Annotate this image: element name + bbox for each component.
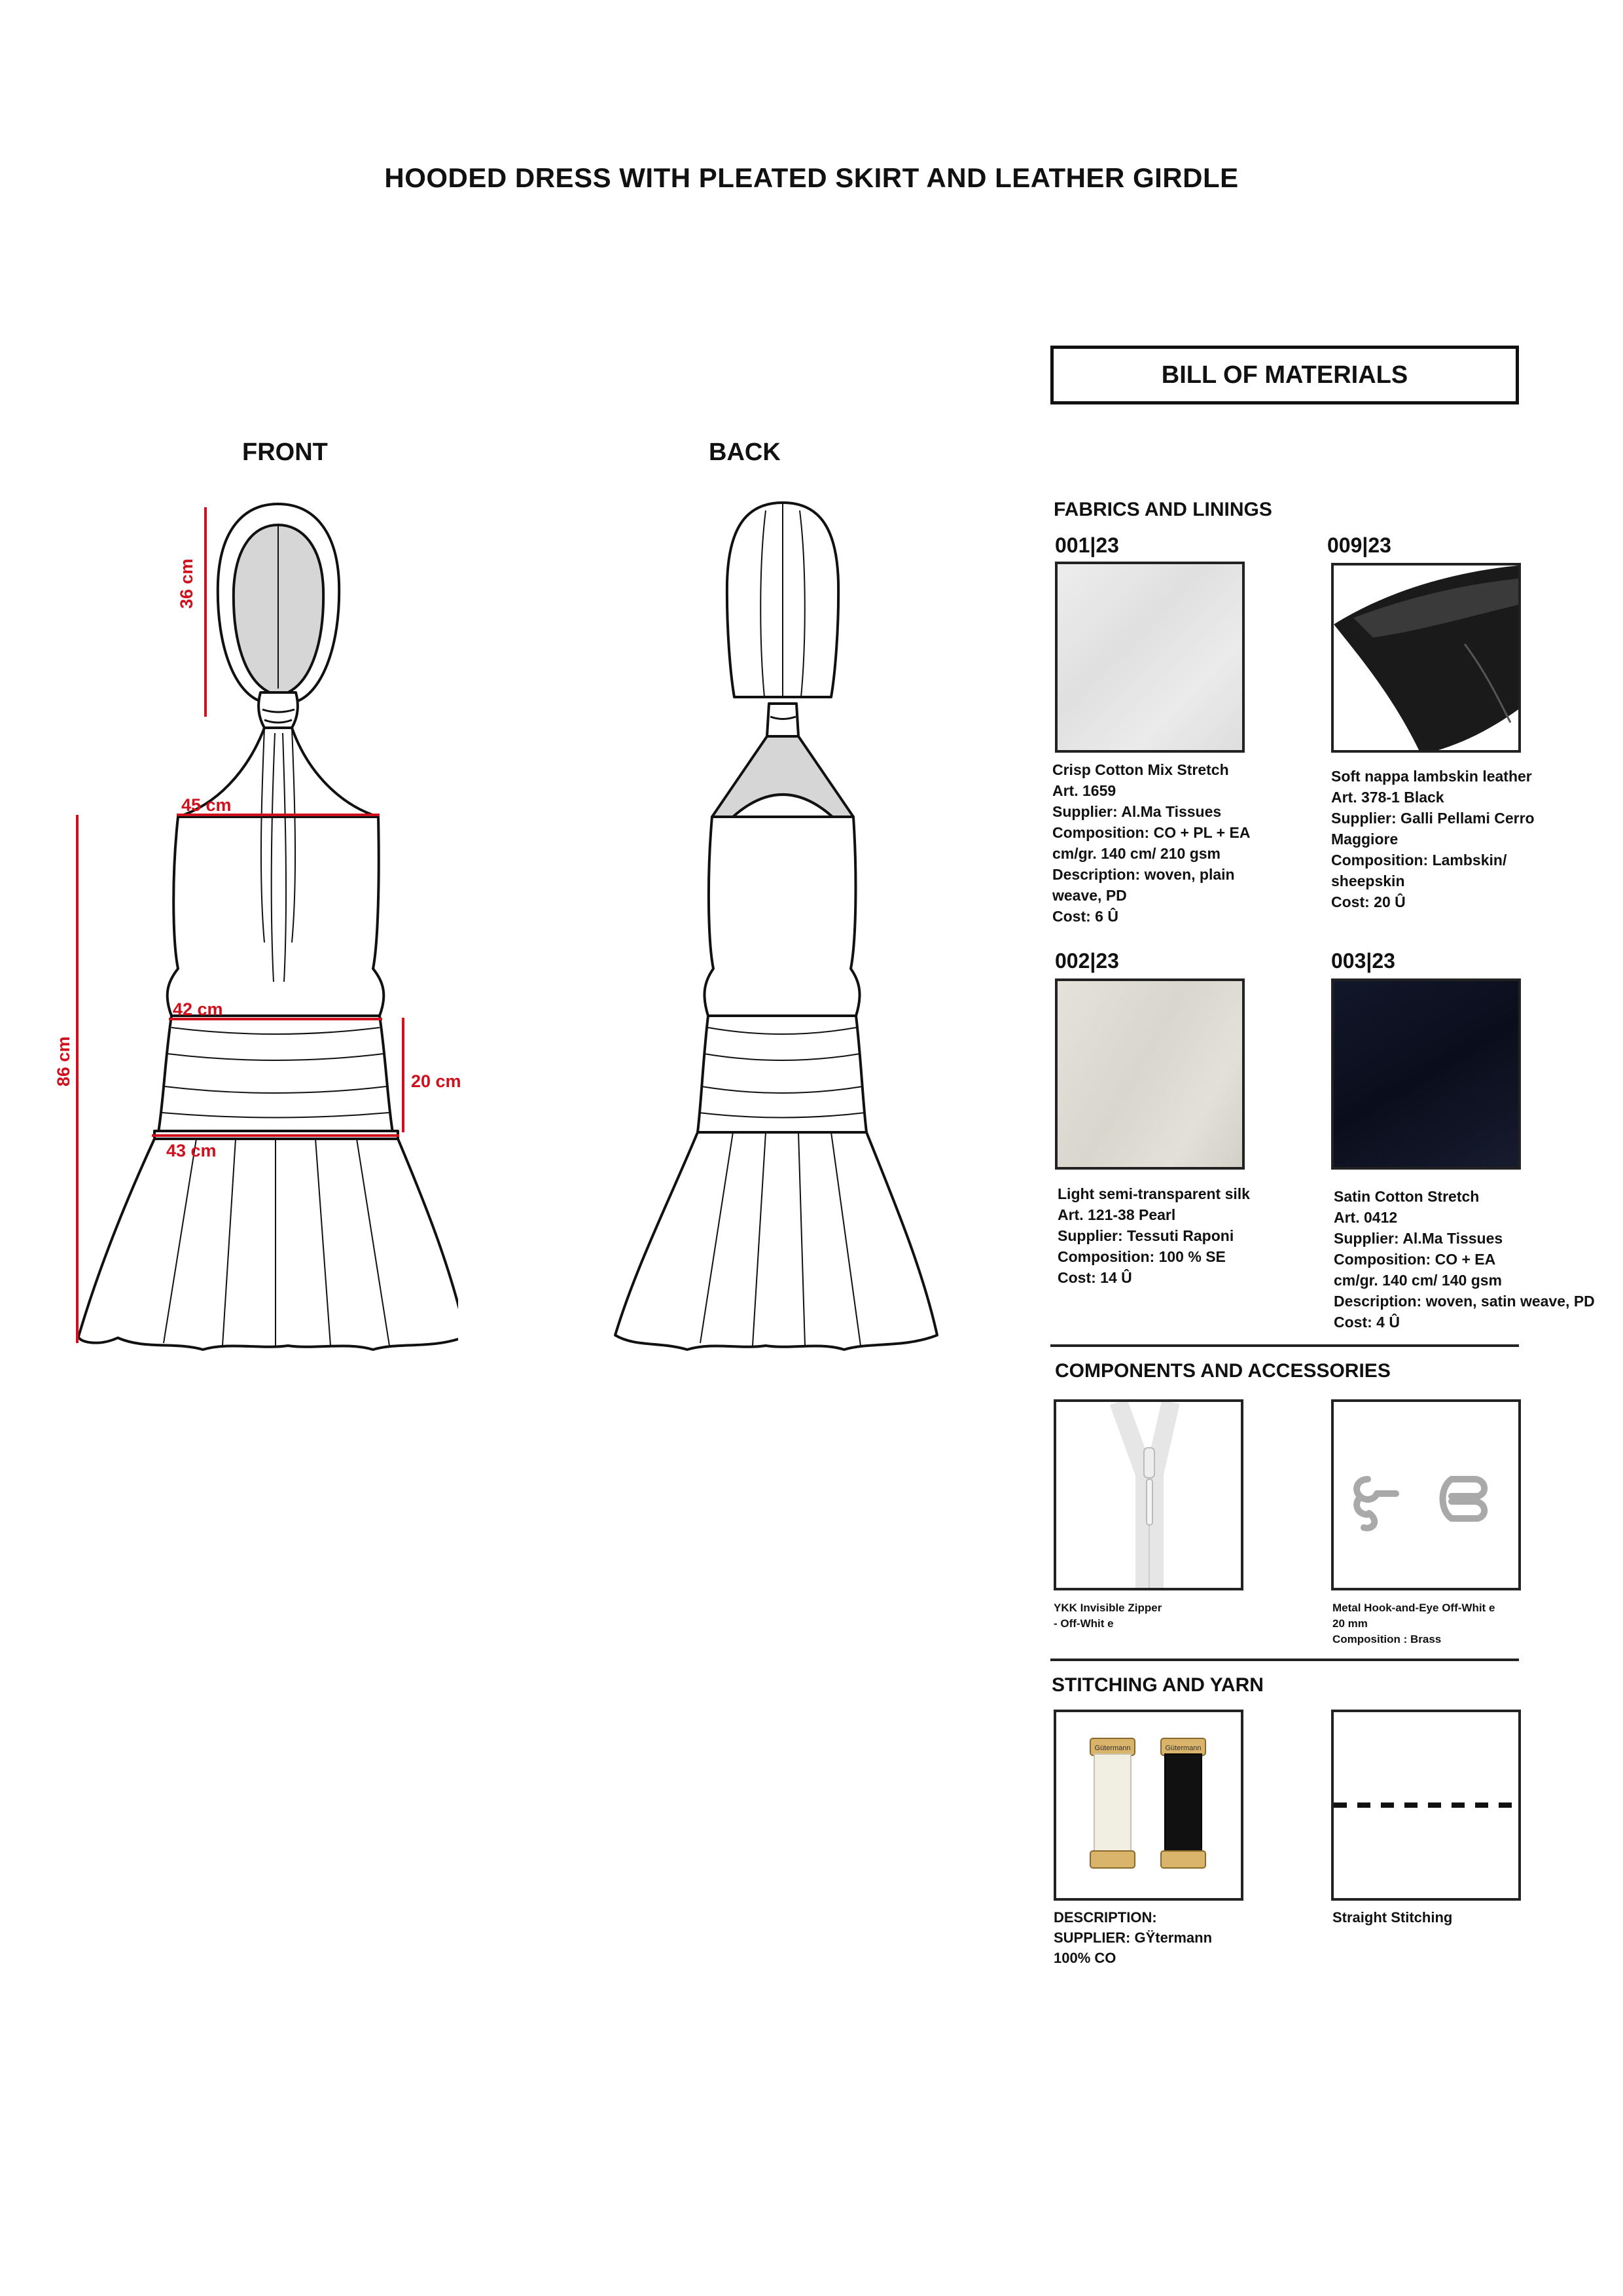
fabric-code: 002|23 (1055, 949, 1119, 973)
shoulder-measure-label: 45 cm (181, 795, 232, 815)
stitching-description: Straight Stitching (1332, 1909, 1453, 1926)
section-divider (1050, 1659, 1519, 1661)
fabric-swatch-silk (1055, 978, 1245, 1170)
hip-measure-label: 43 cm (166, 1141, 217, 1160)
fabric-swatch-leather (1331, 563, 1521, 753)
waist-measure-label: 42 cm (173, 999, 223, 1019)
thread-spools-icon (1054, 1710, 1243, 1901)
page-title: HOODED DRESS WITH PLEATED SKIRT AND LEATHER GIRDLE (384, 162, 1239, 193)
bom-heading: BILL OF MATERIALS (1050, 346, 1519, 404)
straight-stitch-icon (1331, 1710, 1521, 1901)
fabric-description: Crisp Cotton Mix Stretch Art. 1659 Supplier: Al.Ma Tissues Composition: CO + PL + EA cm/gr. 140 cm/ 210 gsm Description: woven, plain weave, PD Cost: 6 Û (1052, 761, 1251, 925)
fabric-description: Soft nappa lambskin leather Art. 378-1 Black Supplier: Galli Pellami Cerro Maggiore Composition: Lambskin/ sheepskin Cost: 20 Û (1331, 768, 1535, 910)
component-description: Metal Hook-and-Eye Off-Whit e 20 mm Composition : Brass (1332, 1602, 1495, 1645)
spool-brand-label: Gütermann (1094, 1744, 1131, 1752)
hook-and-eye-icon (1331, 1399, 1521, 1590)
front-view-label: FRONT (242, 439, 328, 466)
stitching-description: DESCRIPTION: SUPPLIER: GŸtermann 100% CO (1054, 1909, 1213, 1966)
component-description: YKK Invisible Zipper - Off-Whit e (1054, 1602, 1162, 1630)
fabric-swatch-satin (1331, 978, 1521, 1170)
fabric-description: Satin Cotton Stretch Art. 0412 Supplier: Al.Ma Tissues Composition: CO + EA cm/gr. 140 cm/ 140 gsm Description: woven, satin weave, PD Cost: 4 Û (1334, 1188, 1595, 1331)
fabric-code: 003|23 (1331, 949, 1395, 973)
fabrics-heading: FABRICS AND LININGS (1054, 499, 1272, 520)
stitching-heading: STITCHING AND YARN (1052, 1674, 1264, 1696)
hood-measure-label: 36 cm (177, 558, 196, 609)
back-view-label: BACK (709, 439, 781, 466)
back-sketch (537, 484, 955, 1374)
front-sketch (0, 484, 458, 1374)
spool-brand-label: Gütermann (1165, 1744, 1202, 1752)
components-heading: COMPONENTS AND ACCESSORIES (1055, 1360, 1391, 1382)
fabric-swatch-cotton (1055, 562, 1245, 753)
girdle-measure-label: 20 cm (411, 1071, 461, 1091)
fabric-description: Light semi-transparent silk Art. 121-38 Pearl Supplier: Tessuti Raponi Composition: 100 % SE Cost: 14 Û (1058, 1185, 1250, 1286)
fabric-code: 001|23 (1055, 533, 1119, 557)
fabric-code: 009|23 (1327, 533, 1391, 557)
total-length-measure-label: 86 cm (54, 1036, 73, 1086)
section-divider (1050, 1344, 1519, 1347)
zipper-icon (1054, 1399, 1243, 1590)
